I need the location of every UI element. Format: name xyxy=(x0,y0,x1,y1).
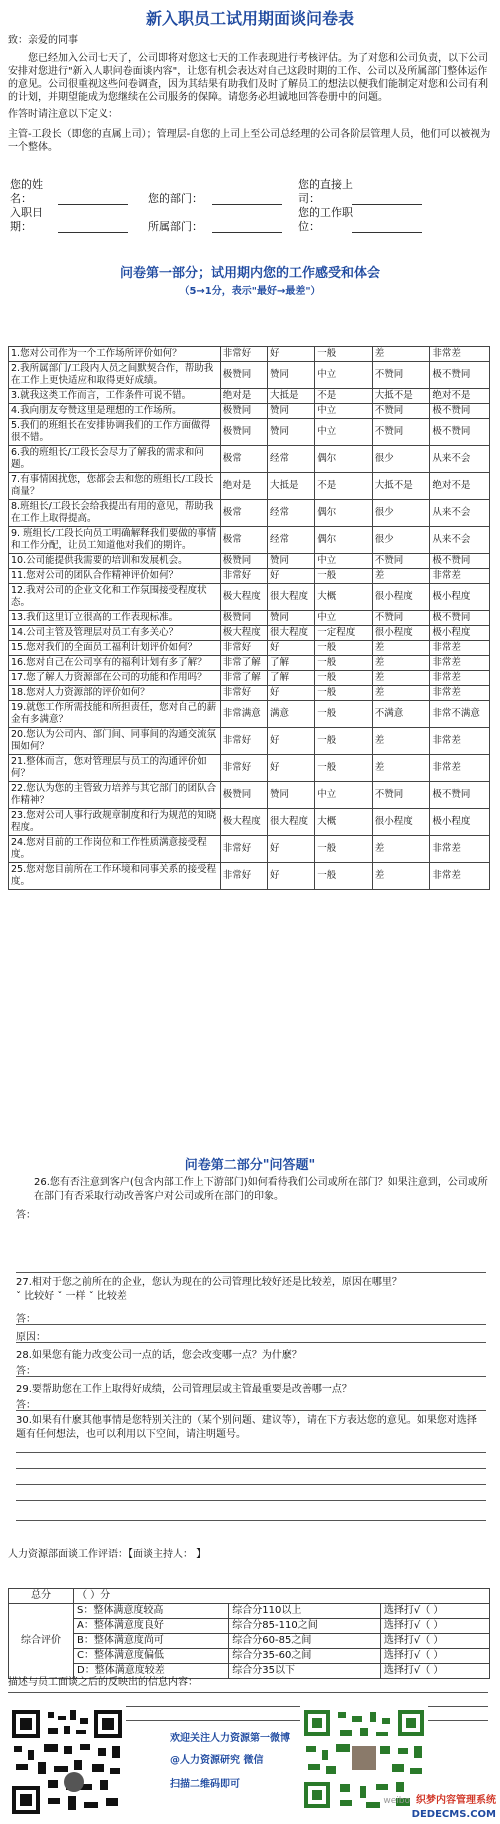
answer-option[interactable]: 很大程度 xyxy=(267,809,314,836)
answer-option[interactable]: 了解 xyxy=(267,656,314,671)
question-text: 24.您对目前的工作岗位和工作性质满意接受程度。 xyxy=(9,836,221,863)
answer-option[interactable]: 非常差 xyxy=(430,755,490,782)
answer-option[interactable]: 非常好 xyxy=(220,569,267,584)
answer-option[interactable]: 偶尔 xyxy=(315,500,373,527)
answer-option[interactable]: 极小程度 xyxy=(430,626,490,641)
promo-line-1: 欢迎关注人力资源第一微博 xyxy=(170,1733,290,1744)
answer-option[interactable]: 绝对是 xyxy=(220,389,267,404)
question-text: 14.公司主管及管理层对员工有多关心？ xyxy=(9,626,221,641)
survey-row xyxy=(9,554,490,569)
answer-option[interactable]: 中立 xyxy=(315,419,373,446)
answer-option[interactable]: 赞同 xyxy=(267,419,314,446)
survey-row xyxy=(9,755,490,782)
survey-row xyxy=(9,641,490,656)
boss-field[interactable] xyxy=(352,204,422,205)
belong-dept-label: 所属部门： xyxy=(148,220,203,233)
evaluation-choose[interactable]: 选择打√（ ） xyxy=(380,1664,489,1679)
question-text: 18.您对人力资源部的评价如何？ xyxy=(9,686,221,701)
question-text: 9. 班组长/工段长向员工明确解释我们要做的事情和工作分配，让员工知道他对我们的期许。 xyxy=(9,527,221,554)
question-text: 19.就您工作所需技能和所担责任，您对自己的薪金有多满意？ xyxy=(9,701,221,728)
answer-option[interactable]: 不赞同 xyxy=(372,611,430,626)
answer-option[interactable]: 非常好 xyxy=(220,863,267,890)
survey-row xyxy=(9,362,490,389)
answer-option[interactable]: 非常了解 xyxy=(220,671,267,686)
join-date-label: 入职日 期： xyxy=(10,206,43,233)
answer-option[interactable]: 很小程度 xyxy=(372,626,430,641)
evaluation-table xyxy=(8,1588,490,1679)
divider xyxy=(16,1468,486,1469)
question-27-options[interactable]: ˇ 比较好 ˇ 一样 ˇ 比较差 xyxy=(16,1291,127,1302)
survey-row xyxy=(9,836,490,863)
answer-option[interactable]: 好 xyxy=(267,641,314,656)
divider xyxy=(16,1410,486,1411)
answer-option[interactable]: 极不赞同 xyxy=(430,782,490,809)
greeting: 致：亲爱的同事 xyxy=(8,35,78,46)
answer-option[interactable]: 偶尔 xyxy=(315,446,373,473)
question-text: 17.您了解人力资源部在公司的功能和作用吗？ xyxy=(9,671,221,686)
divider xyxy=(16,1500,486,1501)
survey-row xyxy=(9,611,490,626)
answer-option[interactable]: 从来不会 xyxy=(430,500,490,527)
evaluation-range: 综合分60-85之间 xyxy=(229,1634,381,1649)
answer-option[interactable]: 差 xyxy=(372,671,430,686)
answer-option[interactable]: 非常差 xyxy=(430,656,490,671)
promo-line-3: 扫描二维码即可 xyxy=(170,1779,240,1790)
promo-line-2: @人力资源研究 微信 xyxy=(170,1755,264,1766)
answer-option[interactable]: 非常差 xyxy=(430,347,490,362)
answer-option[interactable]: 非常好 xyxy=(220,836,267,863)
survey-row xyxy=(9,728,490,755)
question-text: 8.班组长/工段长会给我提出有用的意见，帮助我在工作上取得提高。 xyxy=(9,500,221,527)
belong-dept-field[interactable] xyxy=(212,232,282,233)
answer-option[interactable]: 一般 xyxy=(315,569,373,584)
question-30: 30.如果有什麽其他事情是您特别关注的（某个别问题、建议等），请在下方表达您的意见。如果您对选择题有任何想法，也可以利用以下空间，请注明题号。 xyxy=(16,1415,477,1440)
evaluation-row xyxy=(9,1604,490,1619)
answer-option[interactable]: 赞同 xyxy=(267,782,314,809)
answer-option[interactable]: 差 xyxy=(372,755,430,782)
divider xyxy=(8,1692,488,1693)
answer-option[interactable]: 大抵是 xyxy=(267,473,314,500)
question-text: 20.您认为公司内、部门间、同事间的沟通交流氛围如何？ xyxy=(9,728,221,755)
answer-option[interactable]: 大抵不是 xyxy=(372,389,430,404)
answer-option[interactable]: 好 xyxy=(267,863,314,890)
answer-option[interactable]: 一般 xyxy=(315,347,373,362)
hr-eval-label: 人力资源部面谈工作评语：【面谈主持人： 】 xyxy=(8,1549,207,1560)
answer-option[interactable]: 非常差 xyxy=(430,641,490,656)
answer-28-label: 答： xyxy=(16,1366,36,1377)
survey-row xyxy=(9,446,490,473)
question-text: 10.公司能提供我需要的培训和发展机会。 xyxy=(9,554,221,569)
position-label: 您的工作职 位： xyxy=(298,206,353,233)
answer-option[interactable]: 极赞同 xyxy=(220,782,267,809)
answer-option[interactable]: 很小程度 xyxy=(372,584,430,611)
feedback-label: 描述与员工面谈之后的反映出的信息内容： xyxy=(8,1677,198,1688)
answer-option[interactable]: 中立 xyxy=(315,554,373,569)
answer-option[interactable]: 很大程度 xyxy=(267,584,314,611)
survey-row xyxy=(9,419,490,446)
answer-option[interactable]: 一般 xyxy=(315,728,373,755)
answer-option[interactable]: 绝对不是 xyxy=(430,473,490,500)
survey-row xyxy=(9,686,490,701)
evaluation-choose[interactable]: 选择打√（ ） xyxy=(380,1649,489,1664)
answer-option[interactable]: 极不赞同 xyxy=(430,419,490,446)
divider xyxy=(16,1520,486,1521)
evaluation-row xyxy=(9,1619,490,1634)
question-27: 27.相对于您之前所在的企业，您认为现在的公司管理比较好还是比较差，原因在哪里？ xyxy=(16,1277,402,1288)
definition-title: 作答时请注意以下定义： xyxy=(8,109,118,120)
answer-option[interactable]: 满意 xyxy=(267,701,314,728)
answer-option[interactable]: 非常差 xyxy=(430,686,490,701)
answer-option[interactable]: 赞同 xyxy=(267,554,314,569)
answer-option[interactable]: 偶尔 xyxy=(315,527,373,554)
answer-option[interactable]: 从来不会 xyxy=(430,446,490,473)
answer-option[interactable]: 非常差 xyxy=(430,728,490,755)
question-text: 1.您对公司作为一个工作场所评价如何？ xyxy=(9,347,221,362)
answer-option[interactable]: 差 xyxy=(372,347,430,362)
answer-option[interactable]: 非常满意 xyxy=(220,701,267,728)
answer-option[interactable]: 极小程度 xyxy=(430,584,490,611)
divider xyxy=(16,1376,486,1377)
answer-option[interactable]: 极不赞同 xyxy=(430,554,490,569)
survey-table xyxy=(8,346,490,890)
answer-option[interactable]: 好 xyxy=(267,836,314,863)
evaluation-range: 综合分85-110之间 xyxy=(229,1619,381,1634)
answer-option[interactable]: 赞同 xyxy=(267,611,314,626)
answer-option[interactable]: 不是 xyxy=(315,389,373,404)
answer-option[interactable]: 一般 xyxy=(315,755,373,782)
answer-option[interactable]: 不赞同 xyxy=(372,554,430,569)
total-label: 总分 xyxy=(9,1589,74,1604)
answer-option[interactable]: 非常不满意 xyxy=(430,701,490,728)
answer-option[interactable]: 赞同 xyxy=(267,362,314,389)
answer-option[interactable]: 不赞同 xyxy=(372,419,430,446)
part1-title: 问卷第一部分；试用期内您的工作感受和体会 xyxy=(119,266,380,281)
answer-option[interactable]: 很大程度 xyxy=(267,626,314,641)
intro-paragraph: 您已经加入公司七天了，公司即将对您这七天的工作表现进行考核评估。为了对您和公司负责，以下公司安排对您进行"新入人职问卷面谈内容"，让您有机会表达对自己这段时期的工作、公司以及所属部门整体运作的意见。公司很重视这些问卷调查，因为其结果有助我们及时了解员工的想法以便我们能制定对您和公司有利的计划，并期望能成为您继续在公司服务的保障。请您务必坦诚地回答卷册中的问题。 xyxy=(8,53,488,103)
name-field[interactable] xyxy=(58,204,128,205)
question-text: 15.您对我们的全面员工福利计划评价如何？ xyxy=(9,641,221,656)
answer-option[interactable]: 非常了解 xyxy=(220,656,267,671)
evaluation-range: 综合分35以下 xyxy=(229,1664,381,1679)
question-text: 12.我对公司的企业文化和工作氛围接受程度状态。 xyxy=(9,584,221,611)
name-label: 您的姓 名： xyxy=(10,178,43,205)
answer-option[interactable]: 经常 xyxy=(267,446,314,473)
answer-option[interactable]: 差 xyxy=(372,863,430,890)
question-text: 11.您对公司的团队合作精神评价如何？ xyxy=(9,569,221,584)
site-watermark: DEDECMS.COM xyxy=(411,1809,496,1820)
evaluation-grade: C：整体满意度偏低 xyxy=(74,1649,229,1664)
answer-29-label: 答： xyxy=(16,1400,36,1411)
answer-option[interactable]: 极常 xyxy=(220,446,267,473)
survey-row xyxy=(9,404,490,419)
answer-option[interactable]: 极大程度 xyxy=(220,809,267,836)
evaluation-grade: S：整体满意度较高 xyxy=(74,1604,229,1619)
answer-option[interactable]: 极不赞同 xyxy=(430,404,490,419)
answer-option[interactable]: 极大程度 xyxy=(220,584,267,611)
evaluation-grade: D：整体满意度较差 xyxy=(74,1664,229,1679)
answer-option[interactable]: 非常好 xyxy=(220,641,267,656)
answer-option[interactable]: 一般 xyxy=(315,656,373,671)
answer-option[interactable]: 一般 xyxy=(315,836,373,863)
answer-option[interactable]: 极常 xyxy=(220,527,267,554)
survey-row xyxy=(9,569,490,584)
answer-option[interactable]: 极赞同 xyxy=(220,611,267,626)
survey-row xyxy=(9,863,490,890)
question-text: 2.我所属部门/工段内人员之间默契合作，帮助我在工作上更快适应和取得更好成绩。 xyxy=(9,362,221,389)
answer-option[interactable]: 极不赞同 xyxy=(430,362,490,389)
divider xyxy=(16,1342,486,1343)
answer-option[interactable]: 极常 xyxy=(220,500,267,527)
survey-row xyxy=(9,389,490,404)
answer-option[interactable]: 极赞同 xyxy=(220,362,267,389)
answer-option[interactable]: 非常好 xyxy=(220,686,267,701)
survey-row xyxy=(9,473,490,500)
definition-text: 主管-工段长（即您的直属上司）；管理层-自您的上司上至公司总经理的公司各阶层管理人员，他们可以被视为一个整体。 xyxy=(8,129,491,153)
answer-26-label: 答： xyxy=(16,1210,36,1221)
answer-option[interactable]: 不赞同 xyxy=(372,404,430,419)
survey-row xyxy=(9,527,490,554)
survey-row xyxy=(9,500,490,527)
answer-option[interactable]: 一般 xyxy=(315,863,373,890)
question-text: 4.我向朋友夸赞这里是理想的工作场所。 xyxy=(9,404,221,419)
answer-option[interactable]: 一般 xyxy=(315,671,373,686)
rating-label: 综合评价 xyxy=(9,1604,74,1679)
evaluation-choose[interactable]: 选择打√（ ） xyxy=(380,1619,489,1634)
answer-option[interactable]: 从来不会 xyxy=(430,527,490,554)
answer-option[interactable]: 一定程度 xyxy=(315,626,373,641)
answer-option[interactable]: 好 xyxy=(267,728,314,755)
answer-option[interactable]: 中立 xyxy=(315,611,373,626)
question-text: 25.您对您目前所在工作环境和同事关系的接受程度。 xyxy=(9,863,221,890)
document-title: 新入职员工试用期面谈问卷表 xyxy=(145,9,354,28)
answer-option[interactable]: 很少 xyxy=(372,446,430,473)
answer-option[interactable]: 好 xyxy=(267,569,314,584)
divider xyxy=(16,1452,486,1453)
dept-field[interactable] xyxy=(212,204,282,205)
question-26: 26.您有否注意到客户(包含内部工作上下游部门)如何看待我们公司或所在部门？如果注意到，公司或所在部门有否采取行动改善客户对公司或所在部门的印象。 xyxy=(34,1177,488,1202)
answer-option[interactable]: 一般 xyxy=(315,701,373,728)
question-text: 13.我们这里订立很高的工作表现标准。 xyxy=(9,611,221,626)
answer-option[interactable]: 差 xyxy=(372,686,430,701)
answer-option[interactable]: 好 xyxy=(267,686,314,701)
answer-option[interactable]: 差 xyxy=(372,728,430,755)
answer-option[interactable]: 差 xyxy=(372,836,430,863)
answer-option[interactable]: 经常 xyxy=(267,527,314,554)
answer-option[interactable]: 赞同 xyxy=(267,404,314,419)
answer-option[interactable]: 一般 xyxy=(315,641,373,656)
question-28: 28.如果您有能力改变公司一点的话，您会改变哪一点？为什麽？ xyxy=(16,1350,302,1361)
brand-watermark: 织梦内容管理系统 xyxy=(416,1795,496,1806)
answer-option[interactable]: 非常好 xyxy=(220,755,267,782)
divider xyxy=(16,1272,486,1273)
answer-option[interactable]: 大抵是 xyxy=(267,389,314,404)
question-text: 3.就我这类工作而言，工作条件可说不错。 xyxy=(9,389,221,404)
reason-27-label: 原因： xyxy=(16,1332,46,1343)
total-score[interactable]: （ ）分 xyxy=(74,1589,490,1604)
evaluation-row xyxy=(9,1634,490,1649)
evaluation-choose[interactable]: 选择打√（ ） xyxy=(380,1604,489,1619)
answer-option[interactable]: 了解 xyxy=(267,671,314,686)
answer-option[interactable]: 好 xyxy=(267,755,314,782)
divider xyxy=(16,1484,486,1485)
join-date-field[interactable] xyxy=(58,232,128,233)
answer-option[interactable]: 极赞同 xyxy=(220,404,267,419)
survey-row xyxy=(9,701,490,728)
weibo-watermark: weibo xyxy=(383,1796,410,1806)
question-text: 23.您对公司人事行政规章制度和行为规范的知晓程度。 xyxy=(9,809,221,836)
answer-option[interactable]: 非常差 xyxy=(430,836,490,863)
survey-row xyxy=(9,656,490,671)
answer-option[interactable]: 中立 xyxy=(315,362,373,389)
question-text: 6.我的班组长/工段长会尽力了解我的需求和问题。 xyxy=(9,446,221,473)
answer-27-label: 答： xyxy=(16,1314,36,1325)
evaluation-grade: A：整体满意度良好 xyxy=(74,1619,229,1634)
answer-option[interactable]: 极小程度 xyxy=(430,809,490,836)
answer-option[interactable]: 极赞同 xyxy=(220,554,267,569)
answer-option[interactable]: 大概 xyxy=(315,584,373,611)
question-text: 7.有事情困扰您，您都会去和您的班组长/工段长商量？ xyxy=(9,473,221,500)
answer-option[interactable]: 非常差 xyxy=(430,569,490,584)
position-field[interactable] xyxy=(352,232,422,233)
divider xyxy=(16,1324,486,1325)
answer-option[interactable]: 极赞同 xyxy=(220,419,267,446)
survey-row xyxy=(9,584,490,611)
answer-option[interactable]: 非常差 xyxy=(430,671,490,686)
answer-option[interactable]: 差 xyxy=(372,656,430,671)
boss-label: 您的直接上 司： xyxy=(298,178,353,205)
answer-option[interactable]: 非常差 xyxy=(430,863,490,890)
answer-option[interactable]: 很小程度 xyxy=(372,809,430,836)
question-29: 29.要帮助您在工作上取得好成绩，公司管理层或主管最重要是改善哪一点？ xyxy=(16,1384,352,1395)
answer-option[interactable]: 一般 xyxy=(315,686,373,701)
part2-title: 问卷第二部分"问答题" xyxy=(184,1158,316,1173)
answer-option[interactable]: 极大程度 xyxy=(220,626,267,641)
evaluation-grade: B：整体满意度尚可 xyxy=(74,1634,229,1649)
answer-option[interactable]: 很少 xyxy=(372,500,430,527)
evaluation-range: 综合分35-60之间 xyxy=(229,1649,381,1664)
answer-option[interactable]: 绝对不是 xyxy=(430,389,490,404)
answer-option[interactable]: 中立 xyxy=(315,782,373,809)
answer-option[interactable]: 不是 xyxy=(315,473,373,500)
answer-option[interactable]: 不满意 xyxy=(372,701,430,728)
dept-label: 您的部门： xyxy=(148,192,203,205)
answer-option[interactable]: 大抵不是 xyxy=(372,473,430,500)
survey-row xyxy=(9,347,490,362)
answer-option[interactable]: 中立 xyxy=(315,404,373,419)
question-text: 16.您对自己在公司享有的福利计划有多了解？ xyxy=(9,656,221,671)
answer-option[interactable]: 非常好 xyxy=(220,728,267,755)
answer-option[interactable]: 绝对是 xyxy=(220,473,267,500)
answer-option[interactable]: 差 xyxy=(372,569,430,584)
qr-code-left-icon xyxy=(8,1706,126,1818)
answer-option[interactable]: 极不赞同 xyxy=(430,611,490,626)
evaluation-row xyxy=(9,1649,490,1664)
question-text: 5.我们的班组长在安排协调我们的工作方面做得很不错。 xyxy=(9,419,221,446)
answer-option[interactable]: 好 xyxy=(267,347,314,362)
answer-option[interactable]: 经常 xyxy=(267,500,314,527)
answer-option[interactable]: 很少 xyxy=(372,527,430,554)
survey-row xyxy=(9,626,490,641)
answer-option[interactable]: 不赞同 xyxy=(372,362,430,389)
answer-option[interactable]: 非常好 xyxy=(220,347,267,362)
evaluation-choose[interactable]: 选择打√（ ） xyxy=(380,1634,489,1649)
part1-scale: （5→1分，表示"最好→最差"） xyxy=(179,286,321,297)
answer-option[interactable]: 大概 xyxy=(315,809,373,836)
evaluation-range: 综合分110以上 xyxy=(229,1604,381,1619)
answer-option[interactable]: 差 xyxy=(372,641,430,656)
question-text: 21.整体而言，您对管理层与员工的沟通评价如何？ xyxy=(9,755,221,782)
question-text: 22.您认为您的主管致力培养与其它部门的团队合作精神？ xyxy=(9,782,221,809)
survey-row xyxy=(9,782,490,809)
survey-row xyxy=(9,671,490,686)
answer-option[interactable]: 不赞同 xyxy=(372,782,430,809)
survey-row xyxy=(9,809,490,836)
